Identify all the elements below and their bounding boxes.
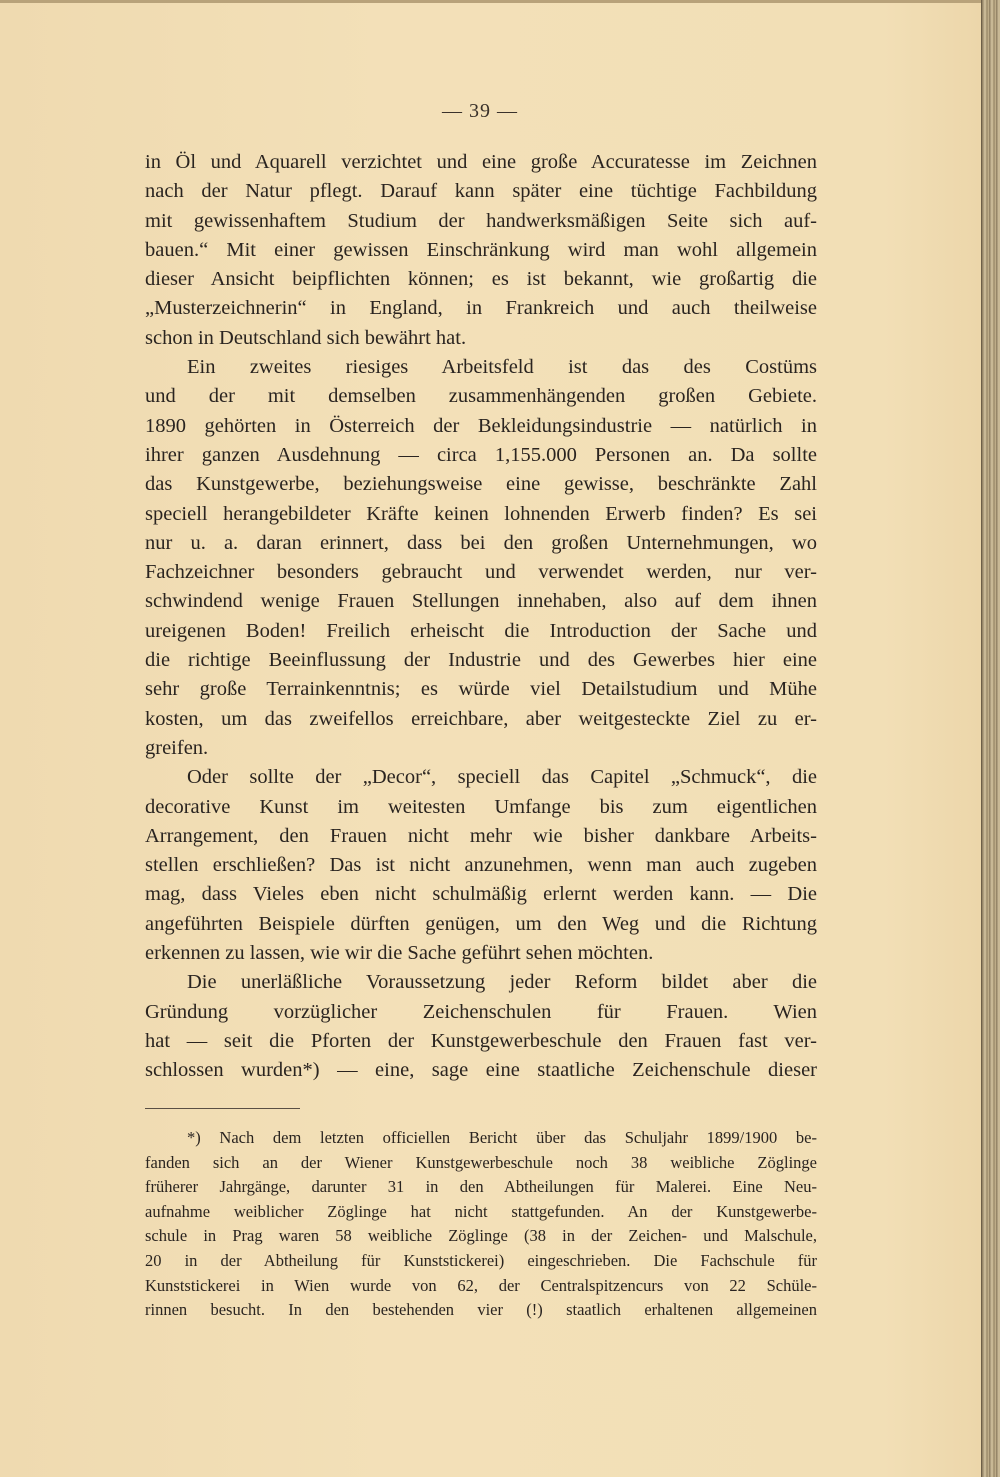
footnote-line: früherer Jahrgänge, darunter 31 in den Abtheilungen für Malerei. Eine Neu- [145,1177,817,1197]
footnote-line: rinnen besucht. In den bestehenden vier (!) staatlich erhaltenen allgemeinen [145,1300,817,1320]
footnote-line: aufnahme weiblicher Zöglinge hat nicht stattgefunden. An der Kunstgewerbe- [145,1201,817,1221]
text-line: speciell herangebildeter Kräfte keinen lohnenden Erwerb finden? Es sei [145,502,817,525]
text-line: nur u. a. daran erinnert, dass bei den großen Unternehmungen, wo [145,531,817,554]
text-line: sehr große Terrainkenntnis; es würde viel Detailstudium und Mühe [145,678,817,701]
text-line: Oder sollte der „Decor“, speciell das Capitel „Schmuck“, die [187,766,817,789]
text-line: die richtige Beeinflussung der Industrie und des Gewerbes hier eine [145,649,817,672]
text-line: das Kunstgewerbe, beziehungsweise eine gewisse, beschränkte Zahl [145,473,817,496]
footnote-line: Kunststickerei in Wien wurde von 62, der Centralspitzencurs von 22 Schüle- [145,1275,817,1295]
paragraph [145,353,817,763]
footnote-line: 20 in der Abtheilung für Kunststickerei) eingeschrieben. Die Fachschule für [145,1250,817,1270]
footnote-line: fanden sich an der Wiener Kunstgewerbeschule noch 38 weibliche Zöglinge [145,1152,817,1172]
text-line: Ein zweites riesiges Arbeitsfeld ist das des Costüms [187,356,817,379]
text-line: decorative Kunst im weitesten Umfange bis zum eigentlichen [145,795,817,818]
text-line: „Musterzeichnerin“ in England, in Frankreich und auch theilweise [145,297,817,320]
footnote [145,1126,817,1323]
text-line: Arrangement, den Frauen nicht mehr wie bisher dankbare Arbeits- [145,824,817,847]
paragraph [145,763,817,968]
text-line: schwindend wenige Frauen Stellungen innehaben, also auf dem ihnen [145,590,817,613]
paragraph [145,148,817,353]
text-line: greifen. [145,736,209,759]
footnote-line: schule in Prag waren 58 weibliche Zöglinge (38 in der Zeichen- und Malschule, [145,1226,817,1246]
text-line: 1890 gehörten in Österreich der Bekleidungsindustrie — natürlich in [145,414,817,437]
text-line: ihrer ganzen Ausdehnung — circa 1,155.000 Personen an. Da sollte [145,443,817,466]
text-line: und der mit demselben zusammenhängenden großen Gebiete. [145,385,817,408]
body-text [145,148,817,1086]
text-line: dieser Ansicht beipflichten können; es ist bekannt, wie großartig die [145,268,817,291]
text-line: erkennen zu lassen, wie wir die Sache geführt sehen möchten. [145,942,654,965]
text-line: nach der Natur pflegt. Darauf kann später eine tüchtige Fachbildung [145,180,817,203]
text-line: mag, dass Vieles eben nicht schulmäßig erlernt werden kann. — Die [145,883,817,906]
text-line: bauen.“ Mit einer gewissen Einschränkung wird man wohl allgemein [145,238,817,261]
text-line: angeführten Beispiele dürften genügen, um den Weg und die Richtung [145,912,817,935]
text-line: mit gewissenhaftem Studium der handwerksmäßigen Seite sich auf- [145,209,817,232]
text-line: in Öl und Aquarell verzichtet und eine große Accuratesse im Zeichnen [145,151,817,173]
text-line: Gründung vorzüglicher Zeichenschulen für Frauen. Wien [145,1000,817,1023]
footnote-rule [145,1108,300,1109]
text-line: schon in Deutschland sich bewährt hat. [145,326,467,349]
text-line: stellen erschließen? Das ist nicht anzunehmen, wenn man auch zugeben [145,854,817,877]
page-stack-edge [982,0,1000,1477]
paragraph [145,968,817,1085]
text-line: hat — seit die Pforten der Kunstgewerbeschule den Frauen fast ver- [145,1029,817,1052]
text-line: kosten, um das zweifellos erreichbare, aber weitgesteckte Ziel zu er- [145,707,817,730]
text-line: Die unerläßliche Voraussetzung jeder Reform bildet aber die [187,971,817,994]
text-line: ureigenen Boden! Freilich erheischt die Introduction der Sache und [145,619,817,642]
page-top-edge [0,0,982,3]
page-number: — 39 — [442,100,518,122]
footnote-line: *) Nach dem letzten officiellen Bericht über das Schuljahr 1899/1900 be- [187,1128,817,1147]
text-line: schlossen wurden*) — eine, sage eine staatliche Zeichenschule dieser [145,1059,817,1082]
text-line: Fachzeichner besonders gebraucht und verwendet werden, nur ver- [145,561,817,584]
